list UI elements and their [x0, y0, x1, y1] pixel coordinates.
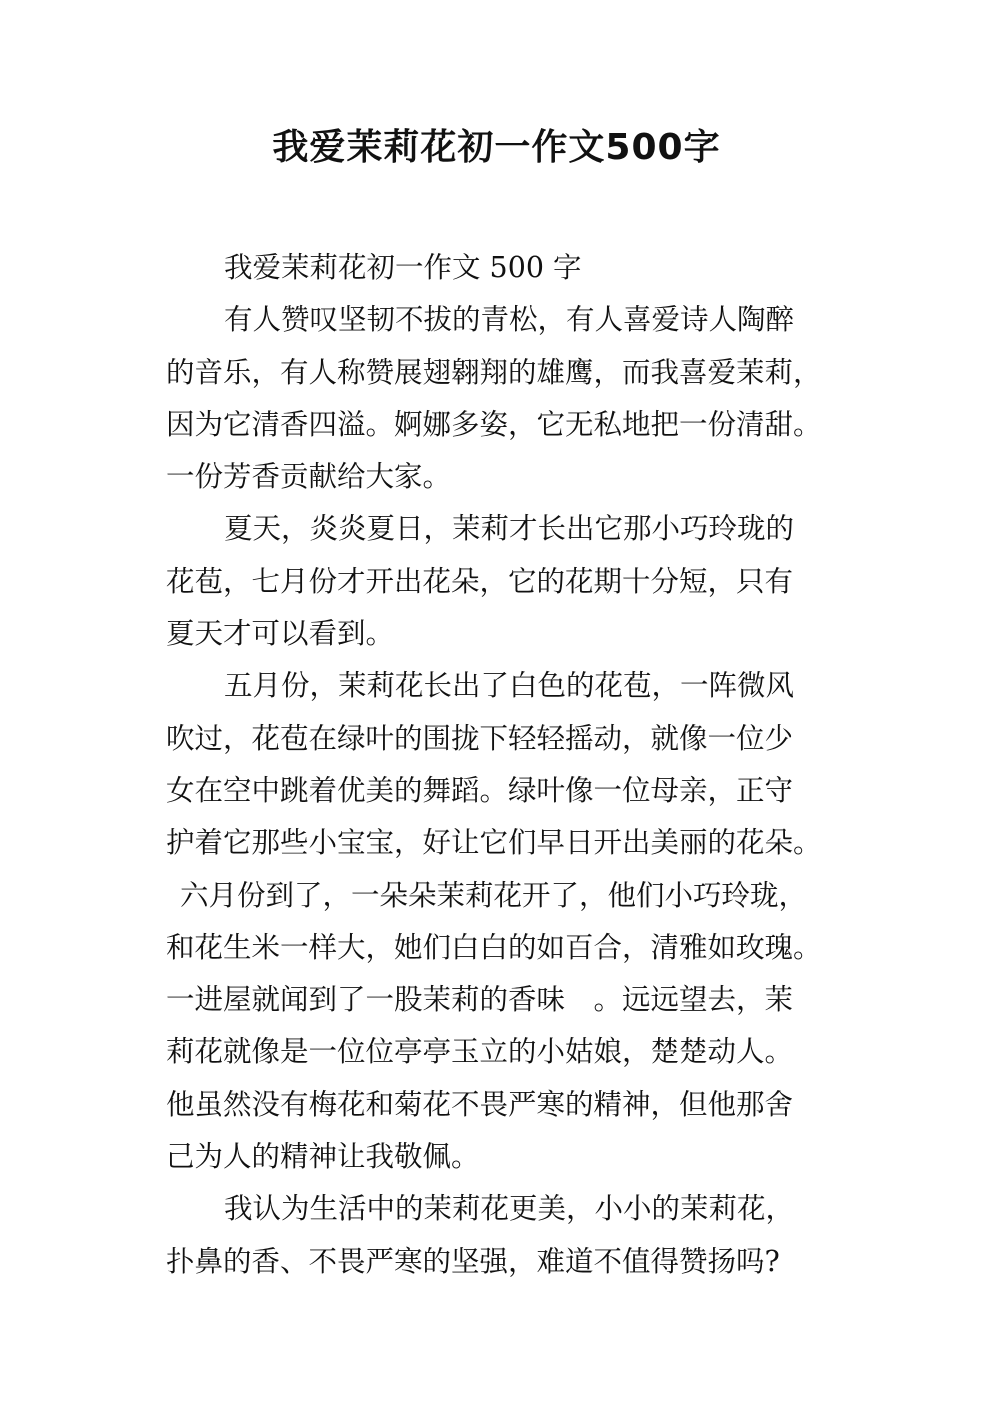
paragraph-line: 女在空中跳着优美的舞蹈。绿叶像一位母亲，正守	[166, 773, 794, 807]
paragraph-line: 他虽然没有梅花和菊花不畏严寒的精神，但他那舍	[166, 1087, 794, 1121]
page-title: 我爱茉莉花初一作文500字	[272, 127, 721, 168]
paragraph-line: 因为它清香四溢。婀娜多姿，它无私地把一份清甜。	[166, 407, 822, 441]
paragraph-line: 己为人的精神让我敬佩。	[166, 1140, 480, 1174]
paragraph-line: 有人赞叹坚韧不拔的青松，有人喜爱诗人陶醉	[224, 303, 795, 337]
paragraph-line: 夏天才可以看到。	[166, 617, 395, 651]
paragraph-line: 花苞，七月份才开出花朵，它的花期十分短，只有	[166, 564, 794, 598]
paragraph-line: 和花生米一样大，她们白白的如百合，清雅如玫瑰。	[166, 930, 822, 964]
paragraph-line: 吹过，花苞在绿叶的围拢下轻轻摇动，就像一位少	[166, 721, 794, 755]
essay-body	[166, 242, 856, 1288]
paragraph-line: 扑鼻的香、不畏严寒的坚强，难道不值得赞扬吗?	[166, 1244, 780, 1278]
paragraph-line: 夏天，炎炎夏日，茉莉才长出它那小巧玲珑的	[224, 512, 795, 546]
essay-subtitle: 我爱茉莉花初一作文 500 字	[224, 251, 582, 284]
paragraph-line: 一进屋就闻到了一股茉莉的香味 。远远望去，茉	[166, 983, 794, 1017]
paragraph-line: 五月份，茉莉花长出了白色的花苞，一阵微风	[224, 669, 795, 703]
paragraph-line: 一份芳香贡献给大家。	[166, 460, 452, 494]
paragraph-line: 莉花就像是一位位亭亭玉立的小姑娘，楚楚动人。	[166, 1035, 794, 1069]
paragraph-line: 我认为生活中的茉莉花更美，小小的茉莉花，	[224, 1192, 795, 1226]
paragraph-line: 六月份到了，一朵朵茉莉花开了，他们小巧玲珑，	[180, 878, 808, 912]
paragraph-line: 护着它那些小宝宝，好让它们早日开出美丽的花朵。	[166, 826, 822, 860]
paragraph-line: 的音乐，有人称赞展翅翱翔的雄鹰，而我喜爱茉莉，	[166, 355, 822, 389]
